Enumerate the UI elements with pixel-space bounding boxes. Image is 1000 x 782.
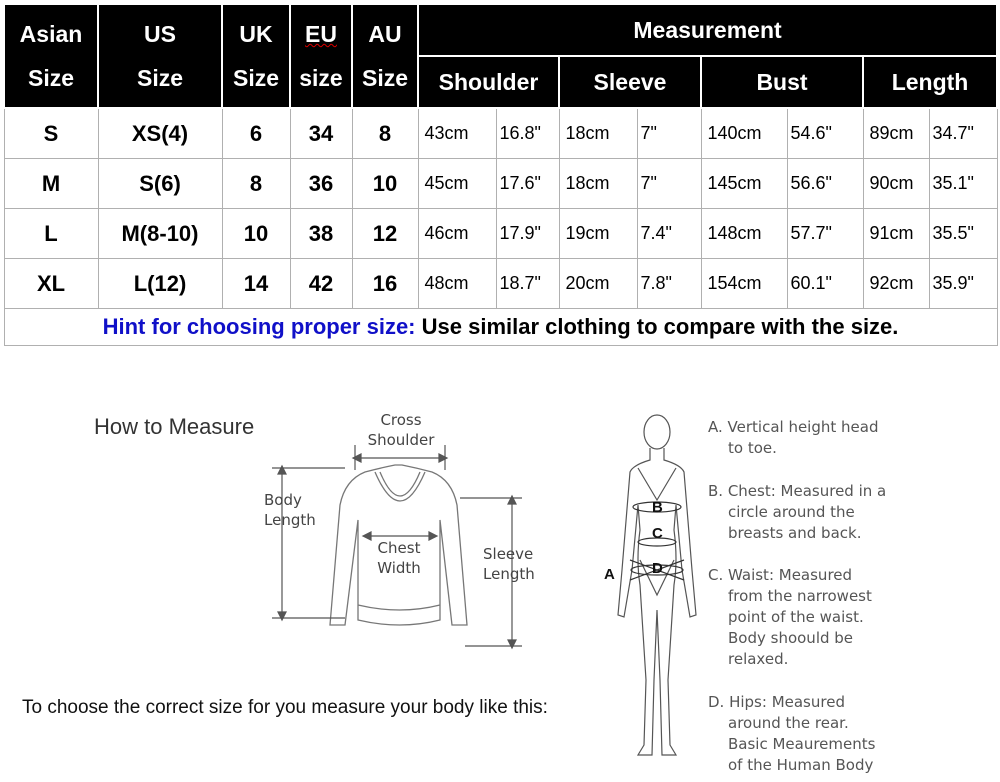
- cell-asian: S: [4, 108, 98, 159]
- cell-sleeve-cm: 18cm: [559, 108, 637, 159]
- cell-uk: 10: [222, 209, 290, 259]
- header-us-line2: Size: [136, 65, 184, 91]
- hint-row: [4, 309, 997, 346]
- table-row: [4, 108, 997, 159]
- body-length-label: [264, 490, 316, 530]
- cell-bust-cm: 140cm: [701, 108, 787, 159]
- cell-eu: 42: [290, 259, 352, 309]
- note-a: [708, 417, 998, 459]
- human-body-figure: [608, 410, 708, 780]
- cell-eu: 34: [290, 108, 352, 159]
- cell-shoulder-cm: 45cm: [418, 159, 496, 209]
- cell-uk: 8: [222, 159, 290, 209]
- sleeve-length-line2: Length: [483, 565, 535, 583]
- cell-uk: 14: [222, 259, 290, 309]
- cross-shoulder-line1: Cross: [380, 411, 422, 429]
- header-asian-line2: Size: [27, 65, 75, 91]
- note-d: [708, 692, 998, 776]
- header-asian-line1: Asian: [19, 21, 83, 47]
- cell-us: M(8-10): [98, 209, 222, 259]
- header-au-line1: AU: [368, 21, 402, 47]
- cell-sleeve-in: 7": [637, 108, 701, 159]
- cell-asian: L: [4, 209, 98, 259]
- body-label-b: B: [652, 499, 663, 516]
- cell-bust-in: 54.6": [787, 108, 863, 159]
- cell-length-cm: 92cm: [863, 259, 929, 309]
- cell-asian: M: [4, 159, 98, 209]
- choose-size-instruction: To choose the correct size for you measure your body like this:: [22, 697, 548, 718]
- cell-shoulder-in: 18.7": [496, 259, 559, 309]
- how-to-measure-title: How to Measure: [94, 414, 255, 439]
- header-eu-line1: EU: [305, 21, 337, 47]
- chest-width-line2: Width: [377, 559, 421, 577]
- cell-eu: 36: [290, 159, 352, 209]
- note-c-line3: point of the waist.: [728, 608, 864, 626]
- note-d-line2: around the rear.: [728, 714, 849, 732]
- header-eu-line2: size: [299, 65, 343, 91]
- cell-length-cm: 89cm: [863, 108, 929, 159]
- note-d-line3: Basic Meaurements: [728, 735, 876, 753]
- cell-us: L(12): [98, 259, 222, 309]
- body-label-d: D: [652, 560, 663, 577]
- cell-bust-in: 56.6": [787, 159, 863, 209]
- header-us-size: [98, 4, 222, 108]
- sleeve-length-line1: Sleeve: [483, 545, 534, 563]
- note-c: [708, 565, 998, 670]
- header-asian-size: [4, 4, 98, 108]
- header-sleeve: Sleeve: [559, 56, 701, 108]
- cell-bust-in: 57.7": [787, 209, 863, 259]
- cell-sleeve-cm: 18cm: [559, 159, 637, 209]
- cross-shoulder-label: [365, 410, 437, 450]
- note-b: [708, 481, 998, 544]
- chest-width-label: [374, 538, 424, 578]
- body-length-line1: Body: [264, 491, 302, 509]
- cell-au: 10: [352, 159, 418, 209]
- cell-shoulder-cm: 48cm: [418, 259, 496, 309]
- header-uk-line2: Size: [232, 65, 280, 91]
- cell-sleeve-in: 7": [637, 159, 701, 209]
- header-shoulder: Shoulder: [418, 56, 559, 108]
- cell-asian: XL: [4, 259, 98, 309]
- cell-length-in: 34.7": [929, 108, 997, 159]
- cell-us: S(6): [98, 159, 222, 209]
- cell-au: 8: [352, 108, 418, 159]
- cell-sleeve-cm: 19cm: [559, 209, 637, 259]
- hem: [358, 605, 440, 610]
- cell-au: 12: [352, 209, 418, 259]
- note-b-line3: breasts and back.: [728, 524, 862, 542]
- note-c-line5: relaxed.: [728, 650, 789, 668]
- table-row: [4, 159, 997, 209]
- header-uk-size: [222, 4, 290, 108]
- hint-label: Hint for choosing proper size:: [102, 314, 416, 339]
- body-label-c: C: [652, 525, 663, 542]
- cell-length-in: 35.5": [929, 209, 997, 259]
- cell-eu: 38: [290, 209, 352, 259]
- cell-shoulder-in: 17.9": [496, 209, 559, 259]
- size-chart-table: [3, 3, 998, 346]
- swimsuit-top: [638, 468, 676, 500]
- cell-length-in: 35.1": [929, 159, 997, 209]
- header-eu-size: [290, 4, 352, 108]
- cell-sleeve-in: 7.4": [637, 209, 701, 259]
- cell-bust-cm: 145cm: [701, 159, 787, 209]
- header-us-line1: US: [144, 21, 176, 47]
- cell-shoulder-cm: 43cm: [418, 108, 496, 159]
- header-au-line2: Size: [361, 65, 409, 91]
- note-a-line1: A. Vertical height head: [708, 418, 879, 436]
- cross-shoulder-line2: Shoulder: [367, 431, 435, 449]
- sleeve-length-label: [483, 544, 535, 584]
- note-c-line4: Body shoould be: [728, 629, 854, 647]
- cell-length-cm: 90cm: [863, 159, 929, 209]
- note-b-line2: circle around the: [728, 503, 855, 521]
- cell-length-in: 35.9": [929, 259, 997, 309]
- cell-shoulder-in: 16.8": [496, 108, 559, 159]
- body-length-line2: Length: [264, 511, 316, 529]
- header-bust: Bust: [701, 56, 863, 108]
- note-d-line4: of the Human Body: [728, 756, 874, 774]
- header-measurement: Measurement: [418, 4, 997, 56]
- header-length: Length: [863, 56, 997, 108]
- body-label-a: A: [604, 566, 615, 583]
- cell-shoulder-cm: 46cm: [418, 209, 496, 259]
- cell-sleeve-in: 7.8": [637, 259, 701, 309]
- table-row: [4, 259, 997, 309]
- cell-bust-cm: 148cm: [701, 209, 787, 259]
- cell-au: 16: [352, 259, 418, 309]
- cell-shoulder-in: 17.6": [496, 159, 559, 209]
- cell-bust-in: 60.1": [787, 259, 863, 309]
- cell-length-cm: 91cm: [863, 209, 929, 259]
- chest-width-line1: Chest: [377, 539, 421, 557]
- header-uk-line1: UK: [239, 21, 273, 47]
- hint-text: Use similar clothing to compare with the size.: [415, 314, 899, 339]
- note-c-line2: from the narrowest: [728, 587, 872, 605]
- cell-us: XS(4): [98, 108, 222, 159]
- body-outline: [618, 448, 696, 755]
- note-d-line1: D. Hips: Measured: [708, 693, 845, 711]
- header-au-size: [352, 4, 418, 108]
- cell-sleeve-cm: 20cm: [559, 259, 637, 309]
- cell-uk: 6: [222, 108, 290, 159]
- cell-bust-cm: 154cm: [701, 259, 787, 309]
- note-c-line1: C. Waist: Measured: [708, 566, 853, 584]
- note-a-line2: to toe.: [728, 439, 777, 457]
- note-b-line1: B. Chest: Measured in a: [708, 482, 887, 500]
- table-row: [4, 209, 997, 259]
- head: [644, 415, 670, 449]
